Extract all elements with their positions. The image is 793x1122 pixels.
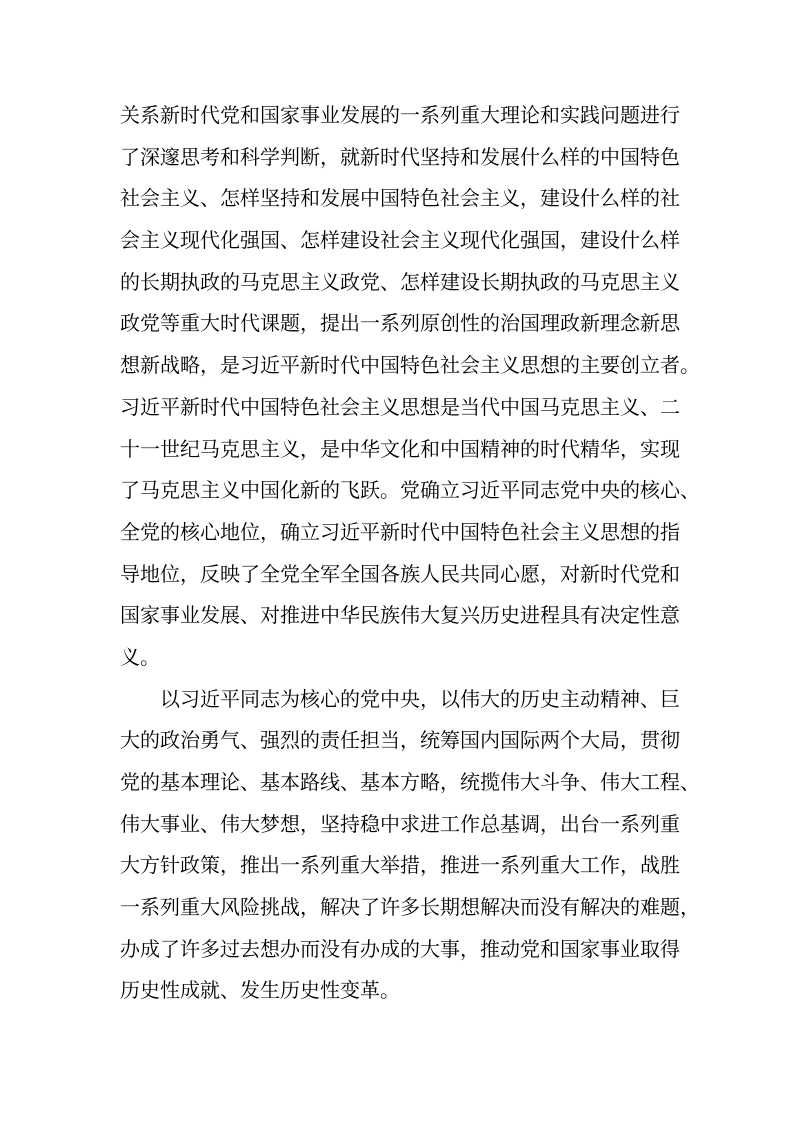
text-line: 办成了许多过去想办而没有办成的大事，推动党和国家事业取得 [120, 938, 680, 961]
text-line: 政党等重大时代课题，提出一系列原创性的治国理政新理念新思 [120, 313, 680, 336]
text-line: 的长期执政的马克思主义政党、怎样建设长期执政的马克思主义 [120, 271, 680, 294]
text-line: 大方针政策，推出一系列重大举措，推进一系列重大工作，战胜 [120, 855, 680, 878]
text-line: 十一世纪马克思主义，是中华文化和中国精神的时代精华，实现 [120, 438, 680, 461]
text-line: 义。 [120, 646, 160, 669]
text-line: 国家事业发展、对推进中华民族伟大复兴历史进程具有决定性意 [120, 605, 680, 628]
text-line: 想新战略，是习近平新时代中国特色社会主义思想的主要创立者。 [120, 355, 700, 378]
text-line: 习近平新时代中国特色社会主义思想是当代中国马克思主义、二 [120, 396, 680, 419]
text-line: 了马克思主义中国化新的飞跃。党确立习近平同志党中央的核心、 [120, 480, 700, 503]
text-line: 以习近平同志为核心的党中央，以伟大的历史主动精神、巨 [160, 688, 680, 711]
text-line: 伟大事业、伟大梦想，坚持稳中求进工作总基调，出台一系列重 [120, 813, 680, 836]
text-line: 会主义现代化强国、怎样建设社会主义现代化强国，建设什么样 [120, 230, 680, 253]
text-line: 大的政治勇气、强烈的责任担当，统筹国内国际两个大局，贯彻 [120, 730, 680, 753]
text-line: 党的基本理论、基本路线、基本方略，统揽伟大斗争、伟大工程、 [120, 772, 700, 794]
text-line: 关系新时代党和国家事业发展的一系列重大理论和实践问题进行 [120, 105, 680, 127]
text-block [120, 96, 700, 1013]
text-line: 全党的核心地位，确立习近平新时代中国特色社会主义思想的指 [120, 521, 680, 544]
text-line: 历史性成就、发生历史性变革。 [120, 980, 400, 1003]
text-line: 了深邃思考和科学判断，就新时代坚持和发展什么样的中国特色 [120, 146, 680, 169]
text-line: 社会主义、怎样坚持和发展中国特色社会主义，建设什么样的社 [120, 188, 680, 211]
text-line: 导地位，反映了全党全军全国各族人民共同心愿，对新时代党和 [120, 563, 680, 586]
text-line: 一系列重大风险挑战，解决了许多长期想解决而没有解决的难题， [120, 897, 700, 920]
